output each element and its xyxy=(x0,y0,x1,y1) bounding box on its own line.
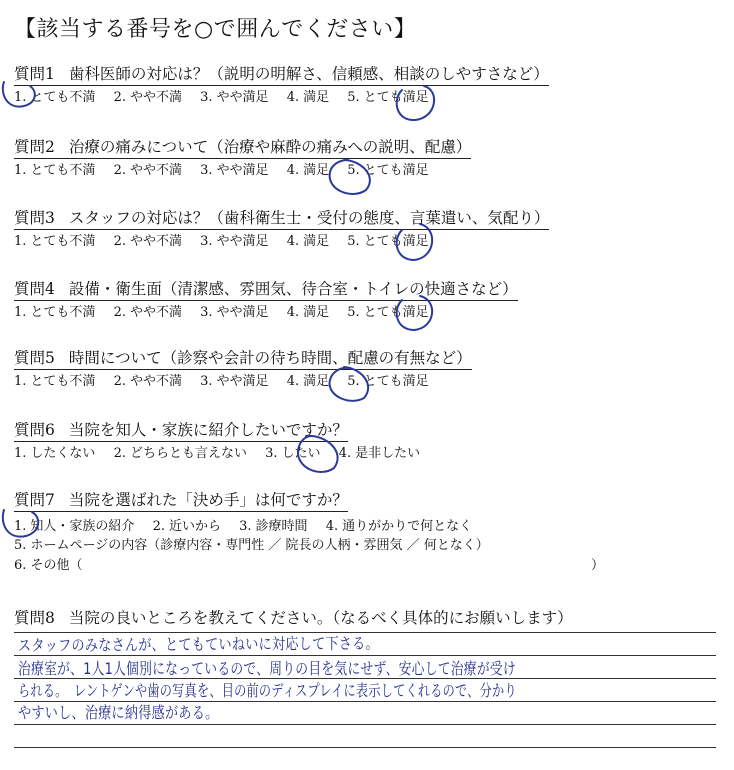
option-5[interactable]: 5. とても満足 xyxy=(347,234,429,249)
question-5-heading xyxy=(14,348,472,370)
option-3[interactable]: 3. やや満足 xyxy=(200,374,269,389)
handwritten-line-4: やすいし、治療に納得感がある。 xyxy=(18,703,219,722)
question-text: 設備・衛生面（清潔感、雰囲気、待合室・トイレの快適さなど） xyxy=(68,280,518,298)
rating-options xyxy=(14,304,720,322)
option-2[interactable]: 2. やや不満 xyxy=(113,234,182,249)
option-2[interactable]: 2. どちらとも言えない xyxy=(113,446,247,461)
question-8-heading xyxy=(14,608,573,629)
option-2[interactable]: 2. やや不満 xyxy=(113,305,182,320)
question-text: 当院の良いところを教えてください。（なるべく具体的にお願いします） xyxy=(68,609,573,627)
option-5[interactable]: 5. とても満足 xyxy=(347,90,429,105)
option-5[interactable]: 5. とても満足 xyxy=(347,163,429,178)
question-text: 時間について（診察や会計の待ち時間、配慮の有無など） xyxy=(68,349,472,367)
option-4[interactable]: 4. 満足 xyxy=(286,234,330,249)
option-4[interactable]: 4. 満足 xyxy=(286,305,330,320)
question-number: 質問5 xyxy=(14,349,55,367)
question-1-heading xyxy=(14,64,549,86)
option-1[interactable]: 1. 知人・家族の紹介 xyxy=(14,519,135,534)
question-2-heading xyxy=(14,137,471,159)
option-1[interactable]: 1. とても不満 xyxy=(14,234,96,249)
rating-options xyxy=(14,162,720,180)
question-3 xyxy=(14,208,720,251)
option-2[interactable]: 2. やや不満 xyxy=(113,374,182,389)
option-5[interactable]: 5. ホームページの内容（診療内容・専門性 ／ 院長の人柄・雰囲気 ／ 何となく） xyxy=(14,538,489,553)
question-text: 当院を知人・家族に紹介したいですか？ xyxy=(68,421,348,439)
question-2 xyxy=(14,137,720,180)
option-1[interactable]: 1. とても不満 xyxy=(14,90,96,105)
choice-options xyxy=(14,518,720,536)
question-4 xyxy=(14,279,720,322)
option-4[interactable]: 4. 満足 xyxy=(286,374,330,389)
question-number: 質問4 xyxy=(14,280,55,298)
option-3[interactable]: 3. やや満足 xyxy=(200,163,269,178)
answer-rule xyxy=(14,724,716,725)
option-3[interactable]: 3. やや満足 xyxy=(200,305,269,320)
option-2[interactable]: 2. 近いから xyxy=(152,519,221,534)
handwritten-line-1: スタッフのみなさんが、とてもていねいに対応して下さる。 xyxy=(17,633,379,655)
page-title: 【該当する番号を○で囲んでください】 xyxy=(14,17,417,42)
question-number: 質問7 xyxy=(14,491,55,509)
question-3-heading xyxy=(14,208,549,230)
option-1[interactable]: 1. とても不満 xyxy=(14,163,96,178)
question-6-heading xyxy=(14,420,348,442)
option-3[interactable]: 3. したい xyxy=(265,446,321,461)
rating-options xyxy=(14,373,720,391)
option-4[interactable]: 4. 通りがかりで何となく xyxy=(325,519,473,534)
question-1 xyxy=(14,64,720,107)
option-2[interactable]: 2. やや不満 xyxy=(113,90,182,105)
option-4[interactable]: 4. 是非したい xyxy=(338,446,421,461)
rating-options xyxy=(14,233,720,251)
question-number: 質問2 xyxy=(14,138,55,156)
option-1[interactable]: 1. とても不満 xyxy=(14,374,96,389)
question-text: 歯科医師の対応は？（説明の明解さ、信頼感、相談のしやすさなど） xyxy=(68,65,549,83)
question-8 xyxy=(14,608,720,629)
question-7-heading xyxy=(14,490,348,512)
option-4[interactable]: 4. 満足 xyxy=(286,90,330,105)
option-4[interactable]: 4. 満足 xyxy=(286,163,330,178)
question-number: 質問8 xyxy=(14,609,55,627)
option-3[interactable]: 3. 診療時間 xyxy=(239,519,308,534)
rating-options xyxy=(14,445,720,463)
rating-options xyxy=(14,89,720,107)
question-7 xyxy=(14,490,720,576)
option-6-label: 6. その他（ xyxy=(14,558,83,573)
option-1[interactable]: 1. とても不満 xyxy=(14,305,96,320)
question-4-heading xyxy=(14,279,518,301)
question-text: 当院を選ばれた「決め手」は何ですか？ xyxy=(68,491,348,509)
answer-rule xyxy=(14,747,716,748)
option-2[interactable]: 2. やや不満 xyxy=(113,163,182,178)
option-3[interactable]: 3. やや満足 xyxy=(200,90,269,105)
option-5[interactable]: 5. とても満足 xyxy=(347,305,429,320)
option-5[interactable]: 5. とても満足 xyxy=(347,374,429,389)
question-5 xyxy=(14,348,720,391)
question-text: 治療の痛みについて（治療や麻酔の痛みへの説明、配慮） xyxy=(68,138,472,156)
question-number: 質問1 xyxy=(14,65,55,83)
option-1[interactable]: 1. したくない xyxy=(14,446,96,461)
question-text: スタッフの対応は？（歯科衛生士・受付の態度、言葉遣い、気配り） xyxy=(68,209,550,227)
question-number: 質問6 xyxy=(14,421,55,439)
option-3[interactable]: 3. やや満足 xyxy=(200,234,269,249)
handwritten-line-3: られる。 レントゲンや歯の写真を、目の前のディスプレイに表示してくれるので、分かり xyxy=(18,681,517,700)
option-6-close: ） xyxy=(590,558,604,573)
question-6 xyxy=(14,420,720,463)
option-6[interactable] xyxy=(14,556,604,576)
question-number: 質問3 xyxy=(14,209,55,227)
handwritten-line-2: 治療室が、1人1人個別になっているので、周りの目を気にせず、安心して治療が受け xyxy=(18,659,516,678)
